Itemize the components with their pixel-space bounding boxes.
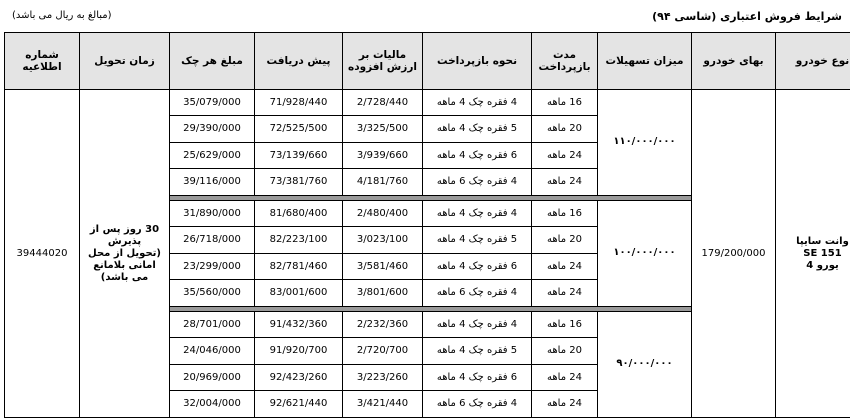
header-down-payment: پیش دریافت [255, 33, 343, 90]
header-vat-line2: ارزش افزوده [348, 61, 417, 73]
header-repayment-method: نحوه بازپرداخت [423, 33, 532, 90]
header-duration-line2: بازپرداخت [538, 61, 591, 73]
check-amount-cell: 24/046/000 [170, 338, 255, 364]
delivery-line3: (تحویل از محل [88, 247, 161, 259]
facility-amount-cell: ۹۰/۰۰۰/۰۰۰ [598, 311, 692, 417]
vehicle-name-line3: یورو 4 [806, 259, 839, 271]
repayment-method-cell: 6 فقره چک 4 ماهه [423, 364, 532, 390]
facility-amount-cell: ۱۰۰/۰۰۰/۰۰۰ [598, 200, 692, 306]
delivery-line4: امانی بلامانع [93, 259, 156, 271]
page-title: شرایط فروش اعتباری (شاسی ۹۴) [652, 10, 842, 23]
down-payment-cell: 81/680/400 [255, 200, 343, 226]
repayment-method-cell: 4 فقره چک 4 ماهه [423, 200, 532, 226]
duration-cell: 20 ماهه [532, 116, 598, 142]
notification-number-cell: 39444020 [5, 90, 80, 418]
repayment-method-cell: 4 فقره چک 6 ماهه [423, 280, 532, 306]
credit-sale-table [4, 32, 850, 418]
check-amount-cell: 26/718/000 [170, 227, 255, 253]
vat-cell: 4/181/760 [343, 169, 423, 195]
repayment-method-cell: 4 فقره چک 6 ماهه [423, 169, 532, 195]
delivery-time-cell [80, 90, 170, 418]
delivery-line5: می باشد) [100, 271, 149, 283]
header-vat-line1: مالیات بر [358, 49, 407, 61]
duration-cell: 24 ماهه [532, 253, 598, 279]
duration-cell: 20 ماهه [532, 227, 598, 253]
down-payment-cell: 82/781/460 [255, 253, 343, 279]
duration-cell: 24 ماهه [532, 142, 598, 168]
vehicle-name-line1: وانت سایپا [796, 235, 849, 247]
repayment-method-cell: 6 فقره چک 4 ماهه [423, 253, 532, 279]
duration-cell: 24 ماهه [532, 391, 598, 418]
check-amount-cell: 20/969/000 [170, 364, 255, 390]
header-vat [343, 33, 423, 90]
vat-cell: 3/939/660 [343, 142, 423, 168]
check-amount-cell: 28/701/000 [170, 311, 255, 337]
repayment-method-cell: 5 فقره چک 4 ماهه [423, 338, 532, 364]
down-payment-cell: 73/139/660 [255, 142, 343, 168]
check-amount-cell: 35/560/000 [170, 280, 255, 306]
vat-cell: 3/801/600 [343, 280, 423, 306]
down-payment-cell: 83/001/600 [255, 280, 343, 306]
duration-cell: 20 ماهه [532, 338, 598, 364]
vat-cell: 2/728/440 [343, 90, 423, 116]
header-check-amount: مبلغ هر چک [170, 33, 255, 90]
check-amount-cell: 29/390/000 [170, 116, 255, 142]
currency-note: (مبالغ به ریال می باشد) [12, 10, 112, 21]
vat-cell: 2/480/400 [343, 200, 423, 226]
delivery-line2: پذیرش [107, 235, 142, 247]
repayment-method-cell: 4 فقره چک 4 ماهه [423, 90, 532, 116]
down-payment-cell: 92/423/260 [255, 364, 343, 390]
vehicle-name-line2: SE 151 [803, 247, 842, 259]
check-amount-cell: 35/079/000 [170, 90, 255, 116]
duration-cell: 24 ماهه [532, 169, 598, 195]
down-payment-cell: 72/525/500 [255, 116, 343, 142]
check-amount-cell: 32/004/000 [170, 391, 255, 418]
header-notification-number: شماره اطلاعیه [5, 33, 80, 90]
header-facility-amount: میزان تسهیلات [598, 33, 692, 90]
header-row [5, 33, 850, 90]
vat-cell: 3/421/440 [343, 391, 423, 418]
duration-cell: 16 ماهه [532, 200, 598, 226]
down-payment-cell: 82/223/100 [255, 227, 343, 253]
check-amount-cell: 25/629/000 [170, 142, 255, 168]
header-delivery-time: زمان تحویل [80, 33, 170, 90]
facility-amount-cell: ۱۱۰/۰۰۰/۰۰۰ [598, 90, 692, 196]
vat-cell: 2/232/360 [343, 311, 423, 337]
vat-cell: 3/581/460 [343, 253, 423, 279]
duration-cell: 16 ماهه [532, 311, 598, 337]
delivery-line1: 30 روز پس از [89, 223, 160, 235]
repayment-method-cell: 5 فقره چک 4 ماهه [423, 227, 532, 253]
duration-cell: 16 ماهه [532, 90, 598, 116]
check-amount-cell: 31/890/000 [170, 200, 255, 226]
duration-cell: 24 ماهه [532, 280, 598, 306]
repayment-method-cell: 4 فقره چک 6 ماهه [423, 391, 532, 418]
repayment-method-cell: 4 فقره چک 4 ماهه [423, 311, 532, 337]
table-row [5, 90, 850, 116]
down-payment-cell: 92/621/440 [255, 391, 343, 418]
header-vehicle-price: بهای خودرو [692, 33, 776, 90]
header-repayment-duration [532, 33, 598, 90]
vehicle-price-cell: 179/200/000 [692, 90, 776, 418]
header-duration-line1: مدت [552, 49, 577, 61]
check-amount-cell: 39/116/000 [170, 169, 255, 195]
vehicle-type-cell [776, 90, 850, 418]
repayment-method-cell: 6 فقره چک 4 ماهه [423, 142, 532, 168]
repayment-method-cell: 5 فقره چک 4 ماهه [423, 116, 532, 142]
vat-cell: 3/325/500 [343, 116, 423, 142]
vat-cell: 2/720/700 [343, 338, 423, 364]
duration-cell: 24 ماهه [532, 364, 598, 390]
vat-cell: 3/023/100 [343, 227, 423, 253]
header-vehicle-type: نوع خودرو [776, 33, 850, 90]
down-payment-cell: 91/920/700 [255, 338, 343, 364]
down-payment-cell: 73/381/760 [255, 169, 343, 195]
down-payment-cell: 91/432/360 [255, 311, 343, 337]
down-payment-cell: 71/928/440 [255, 90, 343, 116]
check-amount-cell: 23/299/000 [170, 253, 255, 279]
vat-cell: 3/223/260 [343, 364, 423, 390]
